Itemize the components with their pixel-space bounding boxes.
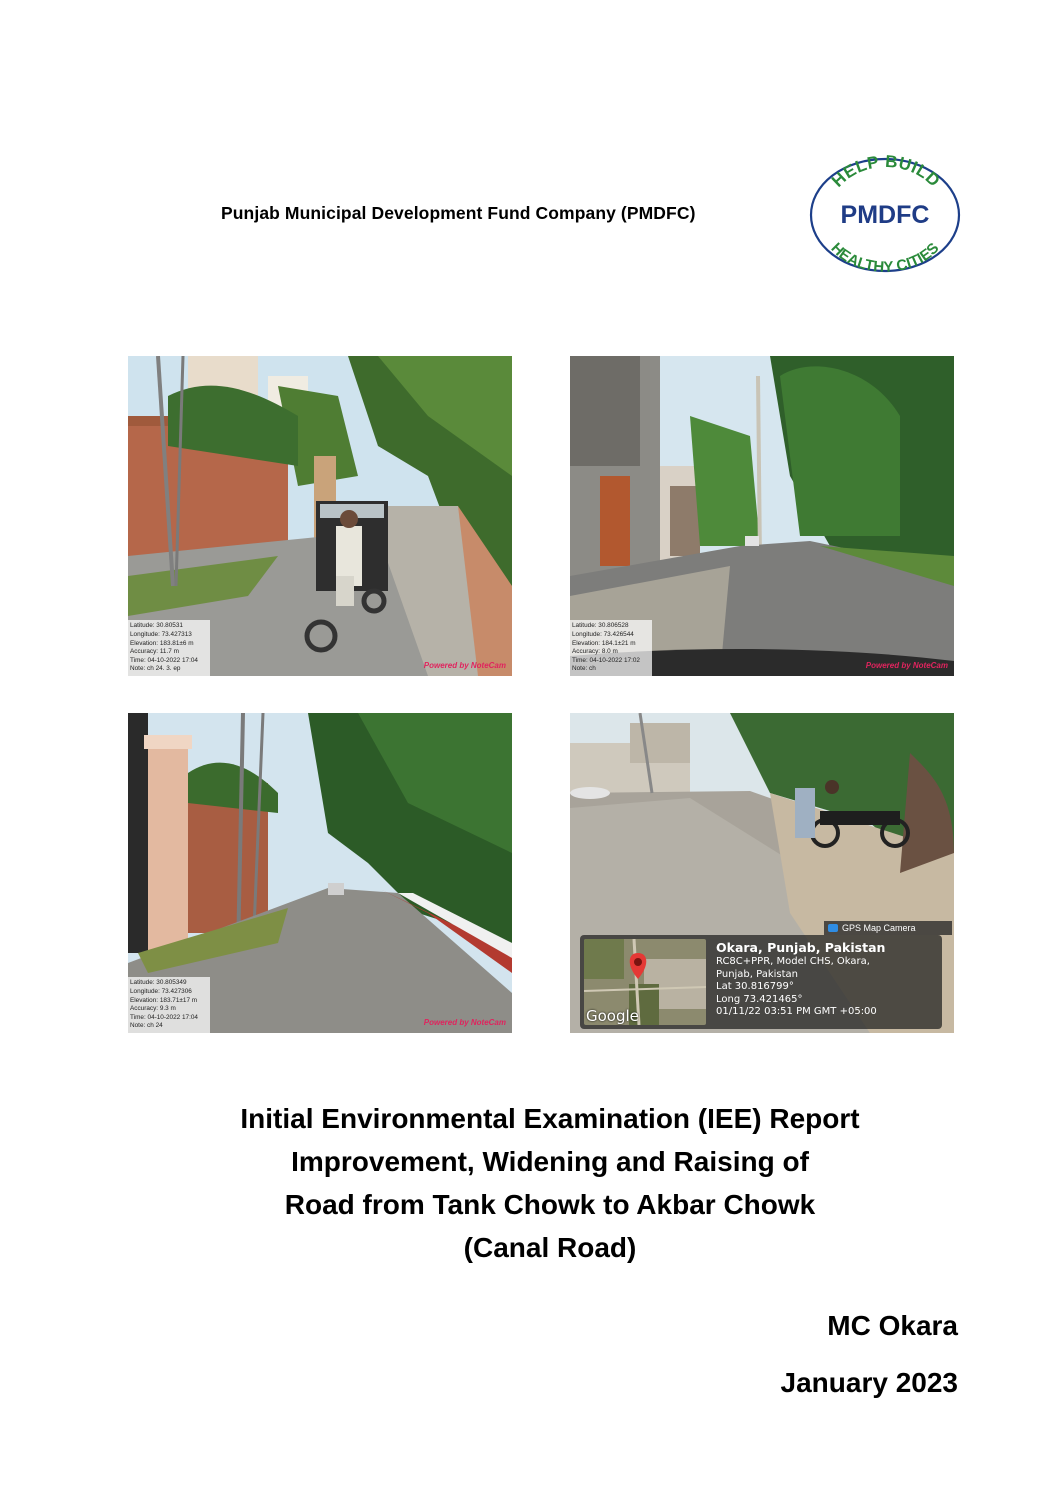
photo-watermark: Powered by NoteCam [865,661,948,670]
report-date: January 2023 [780,1367,958,1398]
report-issuer: MC Okara [827,1310,958,1341]
photo-watermark: Powered by NoteCam [423,661,506,670]
site-photo-3 [128,713,512,1033]
gps-info-card [580,935,942,1029]
logo-center-text: PMDFC [840,201,930,229]
gps-address-2: Punjab, Pakistan [716,968,799,980]
gps-details [716,939,885,1019]
photo-watermark: Powered by NoteCam [423,1018,506,1027]
site-photo-4 [570,713,954,1033]
gps-place: Okara, Punjab, Pakistan [716,940,886,955]
photo-geo-caption: Latitude: 30.805349 Longitude: 73.427306 Elevation: 183.71±17 m Accuracy: 9.3 m Time: 04-10-2022 17:04 Note: ch 24 [128,977,210,1033]
gps-minimap [584,939,706,1025]
report-title-line-1: Initial Environmental Examination (IEE) Report [240,1103,860,1134]
photo-geo-caption: Latitude: 30.80531 Longitude: 73.427313 Elevation: 183.81±6 m Accuracy: 11.7 m Time: 04-10-2022 17:04 Note: ch 24. 3. ep [128,620,210,676]
site-photo-1 [128,356,512,676]
gps-app-header [824,921,952,935]
report-title-line-2: Improvement, Widening and Raising of [291,1146,809,1177]
gps-long: Long 73.421465° [716,993,803,1005]
logo-bottom-text: HEALTHY CITIES [827,239,943,275]
organization-title: Punjab Municipal Development Fund Company (PMDFC) [221,203,696,223]
gps-address-1: RC8C+PPR, Model CHS, Okara, [716,956,870,967]
camera-icon [828,924,838,932]
gps-lat: Lat 30.816799° [716,981,794,993]
gps-timestamp: 01/11/22 03:51 PM GMT +05:00 [716,1006,877,1018]
map-provider-label: Google [586,1007,639,1025]
site-photo-2 [570,356,954,676]
report-title-line-4: (Canal Road) [463,1232,637,1263]
pmdfc-logo [806,155,964,275]
report-title [0,1097,1059,1269]
logo-top-text: HELP BUILD [828,155,944,191]
report-title-line-3: Road from Tank Chowk to Akbar Chowk [284,1189,816,1220]
photo-geo-caption: Latitude: 30.806528 Longitude: 73.426544 Elevation: 184.1±21 m Accuracy: 8.0 m Time: 04-10-2022 17:02 Note: ch [570,620,652,676]
gps-app-name: GPS Map Camera [842,923,916,933]
